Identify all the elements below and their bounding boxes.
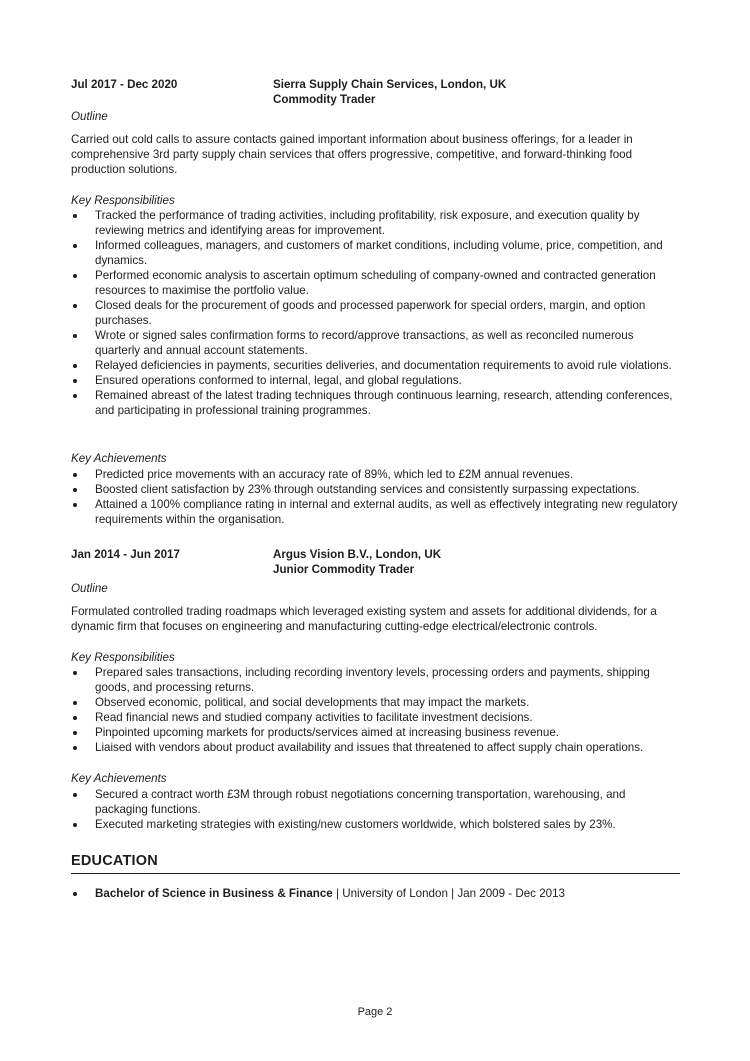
page-number: Page 2 [357, 1006, 393, 1018]
bullet-icon [73, 379, 77, 383]
job-entry-sierra [71, 77, 680, 107]
bullet-icon [73, 473, 77, 477]
bullet-icon [73, 334, 77, 338]
bullet-icon [73, 394, 77, 398]
job-header [71, 547, 680, 577]
bullet-icon [73, 214, 77, 218]
list-item: Predicted price movements with an accuracy rate of 89%, which led to £2M annual revenues. [71, 467, 680, 482]
list-item: Boosted client satisfaction by 23% through outstanding services and consistently surpassing expectations. [71, 482, 680, 497]
list-item: Prepared sales transactions, including recording inventory levels, processing orders and payments, shipping goods, and processing returns. [71, 665, 680, 695]
job-dates: Jul 2017 - Dec 2020 [71, 78, 178, 91]
section-divider [71, 873, 680, 874]
job-dates: Jan 2014 - Jun 2017 [71, 548, 180, 561]
bullet-icon [73, 364, 77, 368]
list-item: Attained a 100% compliance rating in internal and external audits, as well as effectively integrating new regulatory requirements within the organisation. [71, 497, 680, 527]
responsibilities-label: Key Responsibilities [71, 194, 175, 207]
job-title: Commodity Trader [273, 93, 376, 106]
bullet-icon [73, 892, 77, 896]
list-item: Secured a contract worth £3M through robust negotiations concerning transportation, warehousing, and packaging functions. [71, 787, 680, 817]
bullet-icon [73, 503, 77, 507]
list-item: Executed marketing strategies with existing/new customers worldwide, which bolstered sales by 23%. [71, 817, 680, 832]
list-item [71, 886, 680, 901]
list-item: Relayed deficiencies in payments, securities deliveries, and documentation requirements to avoid rule violations. [71, 358, 680, 373]
education-list [71, 886, 680, 901]
list-item: Performed economic analysis to ascertain optimum scheduling of company-owned and contracted generation resources to maximise the portfolio value. [71, 268, 680, 298]
degree-name: Bachelor of Science in Business & Finance [95, 887, 333, 900]
education-section [71, 852, 680, 874]
list-item: Closed deals for the procurement of goods and processed paperwork for special orders, margin, and option purchases. [71, 298, 680, 328]
bullet-icon [73, 823, 77, 827]
list-item: Read financial news and studied company activities to facilitate investment decisions. [71, 710, 680, 725]
bullet-icon [73, 746, 77, 750]
list-item: Pinpointed upcoming markets for products/services aimed at increasing business revenue. [71, 725, 680, 740]
bullet-icon [73, 244, 77, 248]
bullet-icon [73, 716, 77, 720]
job-company-title [273, 77, 506, 107]
bullet-icon [73, 488, 77, 492]
responsibilities-label: Key Responsibilities [71, 651, 175, 664]
list-item: Wrote or signed sales confirmation forms to record/approve transactions, as well as reconciled numerous quarterly and annual account statements. [71, 328, 680, 358]
achievements-label: Key Achievements [71, 772, 167, 785]
company-name: Argus Vision B.V., London, UK [273, 548, 442, 561]
outline-text: Carried out cold calls to assure contacts gained important information about business offerings, for a leader in comprehensive 3rd party supply chain services that offers progressive, competitive, and forward-thinking food production solutions. [71, 133, 633, 176]
outline-text: Formulated controlled trading roadmaps which leveraged existing system and assets for additional dividends, for a dynamic firm that focuses on engineering and manufacturing cutting-edge electrical/electronic controls. [71, 605, 657, 633]
list-item: Remained abreast of the latest trading techniques through continuous learning, research, attending conferences, and participating in professional training programmes. [71, 388, 680, 418]
company-name: Sierra Supply Chain Services, London, UK [273, 78, 507, 91]
outline-label: Outline [71, 582, 108, 595]
bullet-icon [73, 304, 77, 308]
job-entry-argus [71, 547, 680, 577]
bullet-icon [73, 274, 77, 278]
list-item: Observed economic, political, and social developments that may impact the markets. [71, 695, 680, 710]
bullet-icon [73, 793, 77, 797]
bullet-icon [73, 701, 77, 705]
responsibilities-list [71, 208, 680, 418]
achievements-label: Key Achievements [71, 452, 167, 465]
bullet-icon [73, 731, 77, 735]
achievements-list [71, 787, 680, 832]
achievements-list [71, 467, 680, 527]
section-heading-education: EDUCATION [71, 853, 158, 869]
list-item: Ensured operations conformed to internal, legal, and global regulations. [71, 373, 680, 388]
list-item: Tracked the performance of trading activities, including profitability, risk exposure, and execution quality by reviewing metrics and identifying areas for improvement. [71, 208, 680, 238]
job-company-title [273, 547, 441, 577]
responsibilities-list [71, 665, 680, 755]
list-item: Informed colleagues, managers, and customers of market conditions, including volume, price, competition, and dynamics. [71, 238, 680, 268]
degree-details: | University of London | Jan 2009 - Dec 2013 [332, 887, 565, 900]
job-header [71, 77, 680, 107]
list-item: Liaised with vendors about product availability and issues that threatened to affect supply chain operations. [71, 740, 680, 755]
bullet-icon [73, 671, 77, 675]
outline-label: Outline [71, 110, 108, 123]
job-title: Junior Commodity Trader [273, 563, 415, 576]
